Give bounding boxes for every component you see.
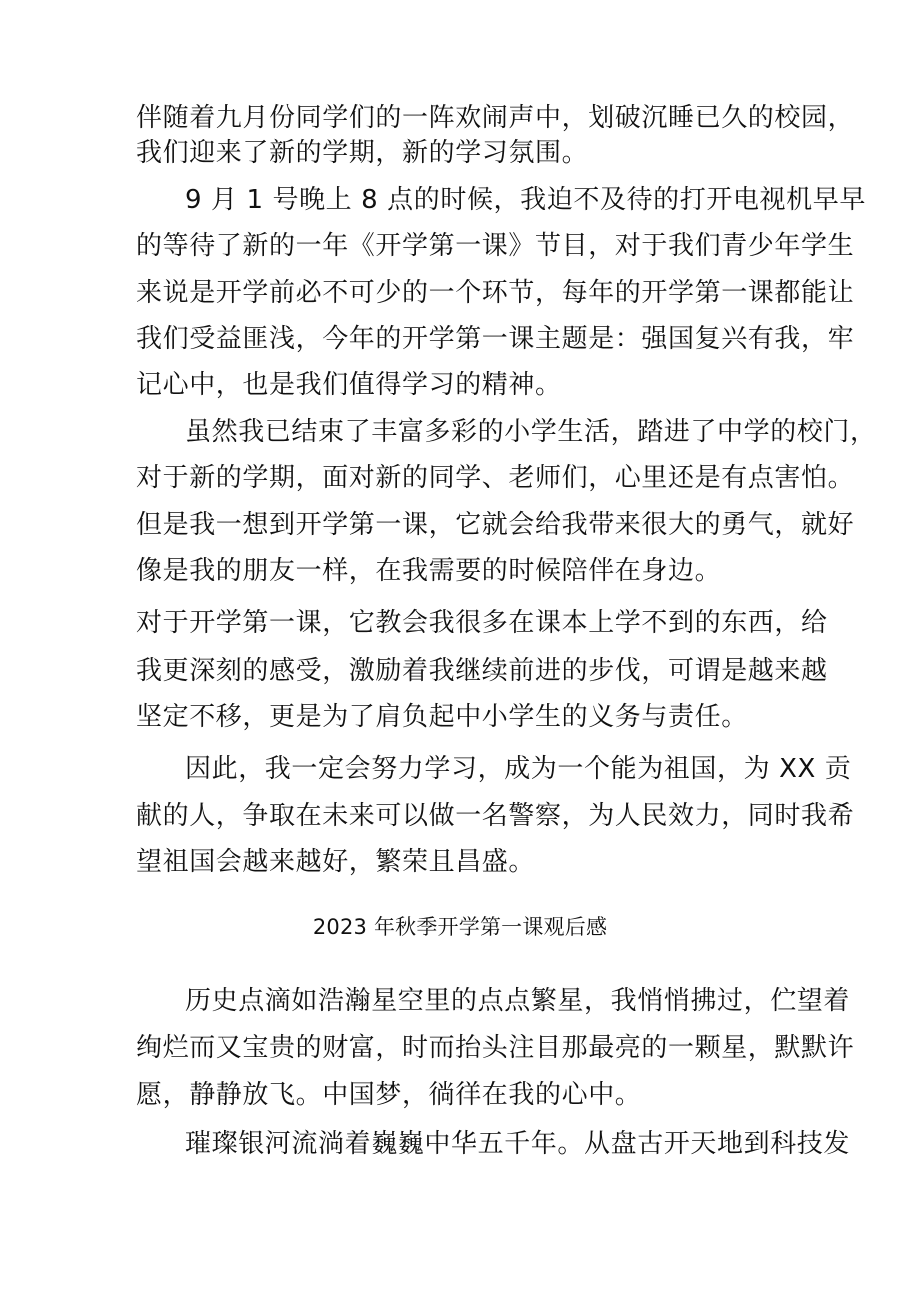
text-line-9: 对于新的学期，面对新的同学、老师们，心里还是有点害怕。 bbox=[136, 463, 855, 493]
section-title: 2023 年秋季开学第一课观后感 bbox=[312, 915, 608, 939]
text-line-4: 的等待了新的一年《开学第一课》节目，对于我们青少年学生 bbox=[136, 231, 855, 261]
text-line-21: 璀璨银河流淌着巍巍中华五千年。从盘古开天地到科技发 bbox=[185, 1129, 851, 1159]
text-line-15: 因此，我一定会努力学习，成为一个能为祖国，为 XX 贡 bbox=[185, 754, 852, 784]
text-line-12: 对于开学第一课，它教会我很多在课本上学不到的东西，给 bbox=[136, 608, 828, 638]
text-line-7: 记心中，也是我们值得学习的精神。 bbox=[136, 370, 562, 400]
text-line-1: 伴随着九月份同学们的一阵欢闹声中，划破沉睡已久的校园， bbox=[136, 103, 855, 133]
text-line-11: 像是我的朋友一样，在我需要的时候陪伴在身边。 bbox=[136, 556, 722, 586]
text-line-8: 虽然我已结束了丰富多彩的小学生活，踏进了中学的校门， bbox=[185, 417, 877, 447]
text-line-14: 坚定不移，更是为了肩负起中小学生的义务与责任。 bbox=[136, 702, 748, 732]
text-line-16: 献的人，争取在未来可以做一名警察，为人民效力，同时我希 bbox=[136, 801, 855, 831]
text-line-3: 9 月 1 号晚上 8 点的时候，我迫不及待的打开电视机早早 bbox=[185, 185, 866, 215]
text-line-13: 我更深刻的感受，激励着我继续前进的步伐，可谓是越来越 bbox=[136, 656, 828, 686]
text-line-5: 来说是开学前必不可少的一个环节，每年的开学第一课都能让 bbox=[136, 278, 855, 308]
text-line-17: 望祖国会越来越好，繁荣且昌盛。 bbox=[136, 847, 536, 877]
text-line-19: 绚烂而又宝贵的财富，时而抬头注目那最亮的一颗星，默默许 bbox=[136, 1033, 855, 1063]
text-line-2: 我们迎来了新的学期，新的学习氛围。 bbox=[136, 138, 589, 168]
text-line-20: 愿，静静放飞。中国梦，徜徉在我的心中。 bbox=[136, 1080, 642, 1110]
text-line-10: 但是我一想到开学第一课，它就会给我带来很大的勇气，就好 bbox=[136, 510, 855, 540]
text-line-18: 历史点滴如浩瀚星空里的点点繁星，我悄悄拂过，伫望着 bbox=[185, 986, 851, 1016]
text-line-6: 我们受益匪浅，今年的开学第一课主题是：强国复兴有我，牢 bbox=[136, 324, 855, 354]
